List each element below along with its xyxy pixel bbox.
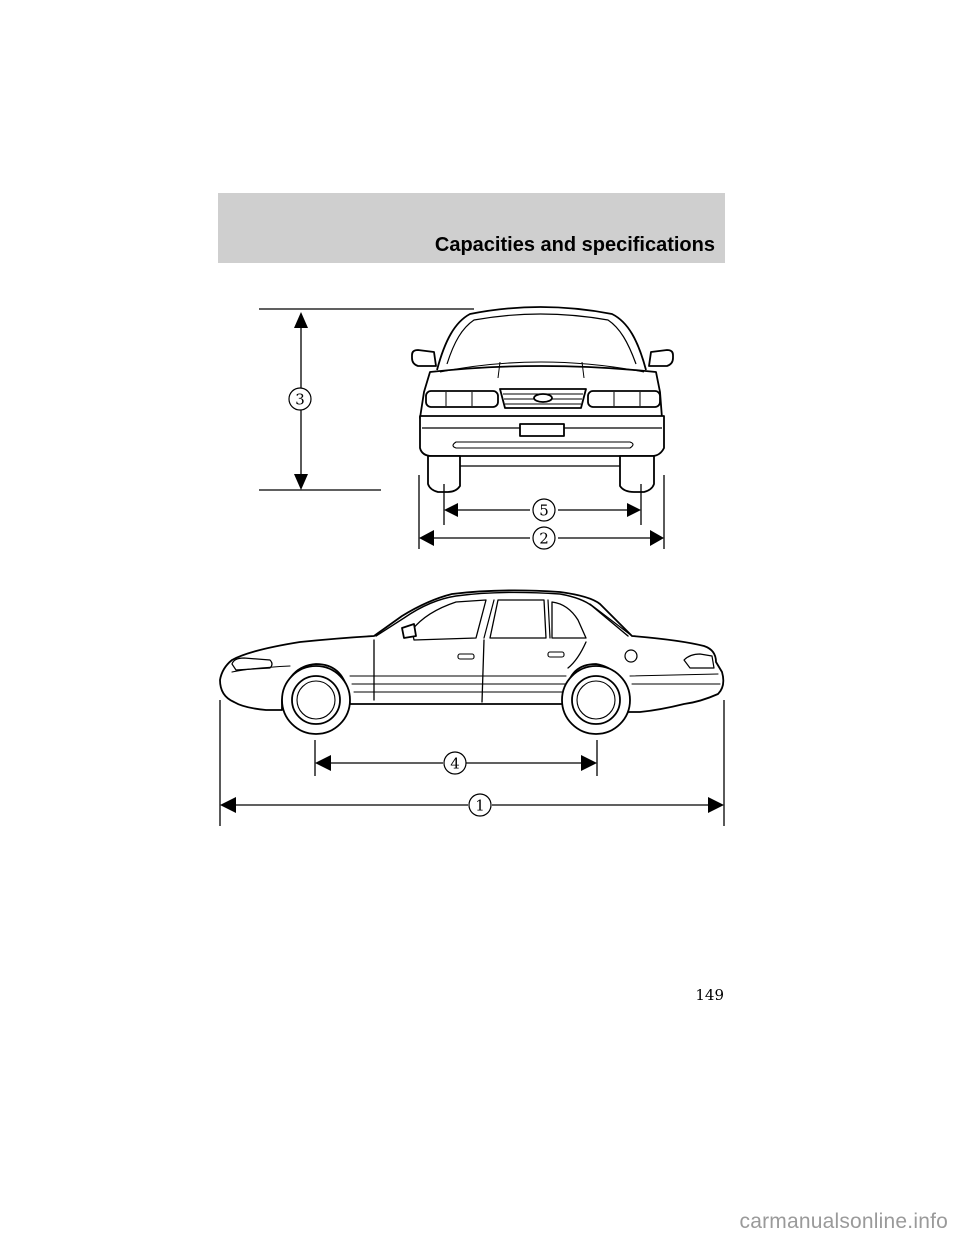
rear-wheel bbox=[562, 666, 630, 734]
page-number: 149 bbox=[695, 986, 724, 1004]
site-watermark: carmanualsonline.info bbox=[739, 1210, 948, 1233]
front-view-illustration bbox=[412, 307, 673, 492]
callout-overall-length bbox=[469, 794, 491, 816]
callout-label-5: 5 bbox=[539, 501, 549, 520]
callout-label-1: 1 bbox=[475, 796, 485, 815]
section-title: Capacities and specifications bbox=[434, 234, 715, 256]
callout-overall-width bbox=[533, 527, 555, 549]
callout-label-4: 4 bbox=[450, 754, 460, 773]
callout-track bbox=[533, 499, 555, 521]
callout-label-3: 3 bbox=[295, 390, 305, 409]
callout-wheelbase bbox=[444, 752, 466, 774]
callout-label-2: 2 bbox=[539, 529, 549, 548]
front-wheel bbox=[282, 666, 350, 734]
callout-overall-height bbox=[289, 388, 311, 410]
